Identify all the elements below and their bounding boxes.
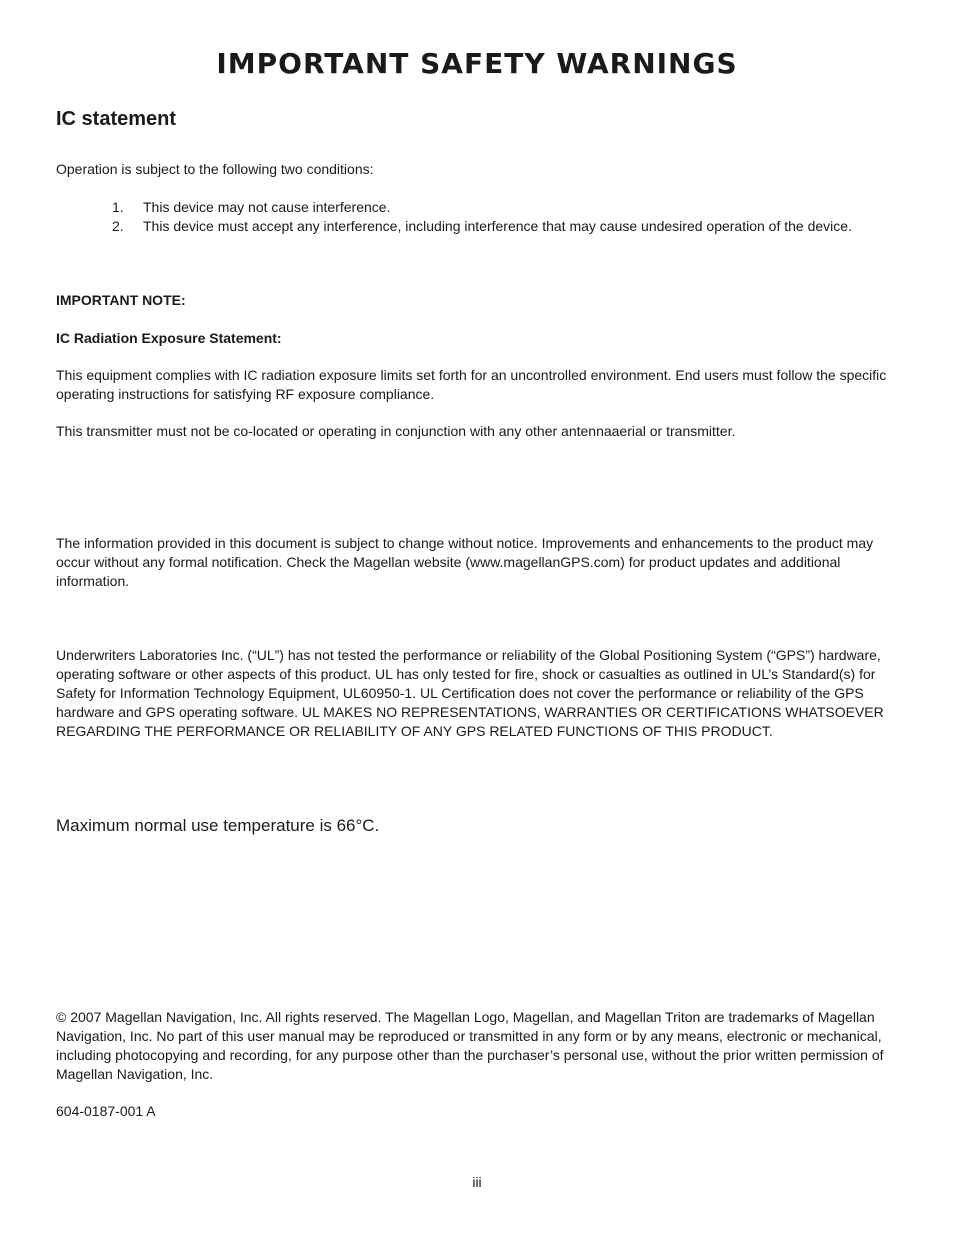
operation-intro: Operation is subject to the following two conditions: [56, 161, 374, 177]
condition-text: This device must accept any interference, including interference that may cause undesired operation of the device. [143, 218, 852, 234]
condition-item [56, 217, 898, 236]
condition-number: 2. [112, 218, 124, 234]
condition-text: This device may not cause interference. [143, 199, 391, 215]
part-number: 604-0187-001 A [56, 1103, 156, 1119]
copyright-text: © 2007 Magellan Navigation, Inc. All rights reserved. The Magellan Logo, Magellan, and Magellan Triton are trademarks of Magellan Navigation, Inc. No part of this user manual may be reproduced or transmitted in any form or by any means, electronic or mechanical, including photocopying and recording, for any purpose other than the purchaser’s personal use, without the prior written permission of Magellan Navigation, Inc. [56, 1009, 884, 1082]
important-note-heading: IMPORTANT NOTE: [56, 292, 186, 308]
temperature-text: Maximum normal use temperature is 66°C. [56, 816, 380, 835]
conditions-list [56, 198, 898, 236]
transmitter-text: This transmitter must not be co-located or operating in conjunction with any other antennaaerial or transmitter. [56, 423, 736, 439]
page-number: iii [472, 1174, 482, 1190]
condition-item [56, 198, 898, 217]
info-text: The information provided in this document is subject to change without notice. Improvements and enhancements to the product may occur without any formal notification. Check the Magellan website (www.magellanGPS.com) for product updates and additional information. [56, 535, 874, 589]
radiation-text: This equipment complies with IC radiation exposure limits set forth for an uncontrolled environment. End users must follow the specific operating instructions for satisfying RF exposure compliance. [56, 367, 887, 402]
ul-text: Underwriters Laboratories Inc. (“UL”) has not tested the performance or reliability of the Global Positioning System (“GPS”) hardware, operating software or other aspects of this product. UL has only tested for fire, shock or casualties as outlined in UL’s Standard(s) for Safety for Information Technology Equipment, UL60950-1. UL Certification does not cover the performance or reliability of the GPS hardware and GPS operating software. UL MAKES NO REPRESENTATIONS, WARRANTIES OR CERTIFICATIONS WHATSOEVER REGARDING THE PERFORMANCE OR RELIABILITY OF ANY GPS RELATED FUNCTIONS OF THIS PRODUCT. [56, 647, 884, 739]
ic-statement-heading: IC statement [56, 108, 177, 130]
radiation-heading: IC Radiation Exposure Statement: [56, 330, 282, 346]
condition-number: 1. [112, 199, 124, 215]
page-title: IMPORTANT SAFETY WARNINGS [216, 47, 738, 80]
